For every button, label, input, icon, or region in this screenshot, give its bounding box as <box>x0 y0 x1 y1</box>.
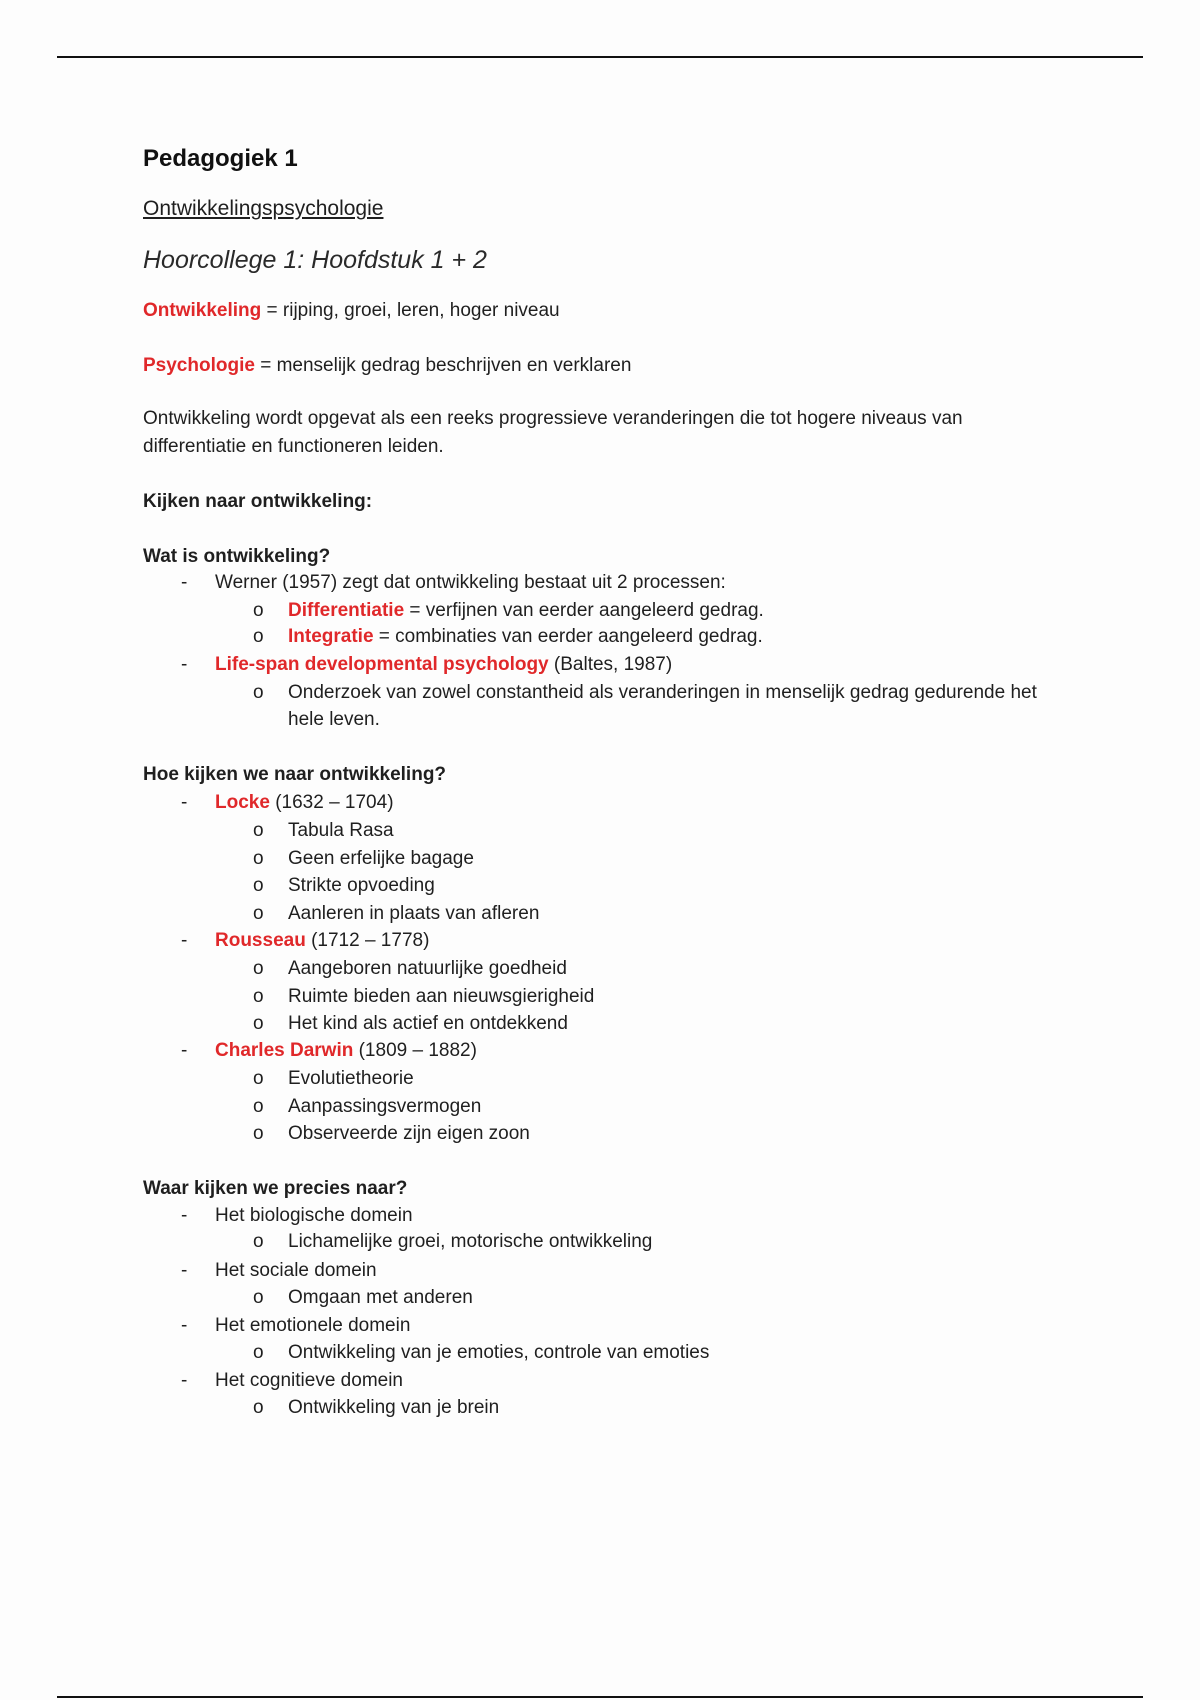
heading-kijken: Kijken naar ontwikkeling: <box>143 491 373 512</box>
list-item <box>143 983 1073 1011</box>
document-subtitle: Ontwikkelingspsychologie <box>143 197 384 220</box>
list-item <box>143 1339 1073 1367</box>
item-differentiatie <box>288 597 764 625</box>
dash-marker: - <box>181 572 188 593</box>
list-item <box>143 1257 1073 1285</box>
lecture-heading: Hoorcollege 1: Hoofdstuk 1 + 2 <box>143 246 487 274</box>
item-lifespan <box>215 651 672 679</box>
dash-marker: - <box>181 1315 188 1336</box>
dash-marker: - <box>181 792 188 813</box>
list-item <box>143 1093 1073 1121</box>
bullet-marker: o <box>253 957 264 979</box>
list-item <box>143 679 1073 735</box>
rousseau-sub-item: Aangeboren natuurlijke goedheid <box>288 957 567 979</box>
darwin-sub-item: Evolutietheorie <box>288 1067 414 1089</box>
bullet-marker: o <box>253 985 264 1007</box>
heading-wat: Wat is ontwikkeling? <box>143 546 331 567</box>
item-text: (Baltes, 1987) <box>548 654 673 675</box>
item-werner: Werner (1957) zegt dat ontwikkeling bestaat uit 2 processen: <box>215 572 726 593</box>
darwin-sub-item: Aanpassingsvermogen <box>288 1095 482 1117</box>
term-locke: Locke <box>215 792 270 813</box>
footer-rule <box>57 1696 1143 1698</box>
item-darwin <box>215 1037 477 1065</box>
term-lifespan: Life-span developmental psychology <box>215 654 549 675</box>
bullet-marker: o <box>253 847 264 869</box>
item-locke <box>215 789 394 817</box>
bullet-marker: o <box>253 819 264 841</box>
definition-ontwikkeling <box>143 297 560 325</box>
bullet-marker: o <box>253 875 264 897</box>
bullet-marker: o <box>253 1067 264 1089</box>
term-rousseau: Rousseau <box>215 930 306 951</box>
definition-psychologie <box>143 352 631 380</box>
document-title: Pedagogiek 1 <box>143 145 298 172</box>
heading-waar: Waar kijken we precies naar? <box>143 1178 408 1199</box>
list-item <box>143 1202 1073 1230</box>
term-integratie: Integratie <box>288 626 374 647</box>
bullet-marker: o <box>253 626 264 647</box>
item-rousseau <box>215 927 429 955</box>
list-item <box>143 789 1073 817</box>
item-text: (1809 – 1882) <box>353 1040 477 1061</box>
item-text: (1712 – 1778) <box>305 930 430 951</box>
locke-sub-item: Strikte opvoeding <box>288 875 435 897</box>
definition-text: = rijping, groei, leren, hoger niveau <box>261 300 560 321</box>
bullet-marker: o <box>253 600 264 621</box>
term-ontwikkeling: Ontwikkeling <box>143 300 262 321</box>
bullet-marker: o <box>253 903 264 925</box>
bullet-marker: o <box>253 1342 264 1363</box>
dash-marker: - <box>181 930 188 951</box>
list-item <box>143 569 1073 597</box>
list-item <box>143 1367 1073 1395</box>
rousseau-sub-item: Het kind als actief en ontdekkend <box>288 1013 568 1035</box>
item-text: = verfijnen van eerder aangeleerd gedrag. <box>404 600 764 621</box>
locke-sub-item: Tabula Rasa <box>288 819 394 841</box>
domain-cognitief: Het cognitieve domein <box>215 1370 403 1391</box>
list-item <box>143 845 1073 873</box>
rousseau-sub-item: Ruimte bieden aan nieuwsgierigheid <box>288 985 595 1007</box>
list-item <box>143 623 1073 651</box>
list-item <box>143 597 1073 625</box>
bullet-marker: o <box>253 1123 264 1145</box>
list-item <box>143 1010 1073 1038</box>
term-psychologie: Psychologie <box>143 355 255 376</box>
list-item <box>143 955 1073 983</box>
darwin-sub-item: Observeerde zijn eigen zoon <box>288 1123 530 1145</box>
domain-sociaal-sub: Omgaan met anderen <box>288 1287 473 1308</box>
item-text: = combinaties van eerder aangeleerd gedrag. <box>373 626 763 647</box>
bullet-marker: o <box>253 1095 264 1117</box>
heading-hoe: Hoe kijken we naar ontwikkeling? <box>143 764 447 785</box>
locke-sub-item: Geen erfelijke bagage <box>288 847 474 869</box>
domain-biologisch-sub: Lichamelijke groei, motorische ontwikkeling <box>288 1231 653 1252</box>
list-item <box>143 1284 1073 1312</box>
bullet-marker: o <box>253 1231 264 1252</box>
list-item <box>143 1037 1073 1065</box>
list-item <box>143 817 1073 845</box>
list-item <box>143 651 1073 679</box>
domain-cognitief-sub: Ontwikkeling van je brein <box>288 1397 500 1418</box>
domain-emotioneel-sub: Ontwikkeling van je emoties, controle van emoties <box>288 1342 710 1363</box>
list-item <box>143 900 1073 928</box>
term-differentiatie: Differentiatie <box>288 600 405 621</box>
dash-marker: - <box>181 1205 188 1226</box>
header-rule <box>57 56 1143 58</box>
list-item <box>143 1120 1073 1148</box>
list-item <box>143 1228 1073 1256</box>
locke-sub-item: Aanleren in plaats van afleren <box>288 903 540 925</box>
bullet-marker: o <box>253 1397 264 1418</box>
dash-marker: - <box>181 654 188 675</box>
domain-emotioneel: Het emotionele domein <box>215 1315 411 1336</box>
definition-text: = menselijk gedrag beschrijven en verklaren <box>254 355 632 376</box>
list-item <box>143 1065 1073 1093</box>
list-item <box>143 1312 1073 1340</box>
dash-marker: - <box>181 1260 188 1281</box>
item-text: (1632 – 1704) <box>269 792 394 813</box>
bullet-marker: o <box>253 1013 264 1035</box>
domain-biologisch: Het biologische domein <box>215 1205 413 1226</box>
dash-marker: - <box>181 1370 188 1391</box>
item-lifespan-sub: Onderzoek van zowel constantheid als veranderingen in menselijk gedrag gedurende het hele leven. <box>288 682 1037 730</box>
list-item <box>143 1394 1073 1422</box>
list-item <box>143 927 1073 955</box>
dash-marker: - <box>181 1040 188 1061</box>
bullet-marker: o <box>253 1287 264 1308</box>
intro-paragraph: Ontwikkeling wordt opgevat als een reeks progressieve veranderingen die tot hogere niveaus van differentiatie en functioneren leiden. <box>143 408 963 457</box>
bullet-marker: o <box>253 682 264 703</box>
item-integratie <box>288 623 763 651</box>
domain-sociaal: Het sociale domein <box>215 1260 377 1281</box>
list-item <box>143 872 1073 900</box>
term-darwin: Charles Darwin <box>215 1040 354 1061</box>
